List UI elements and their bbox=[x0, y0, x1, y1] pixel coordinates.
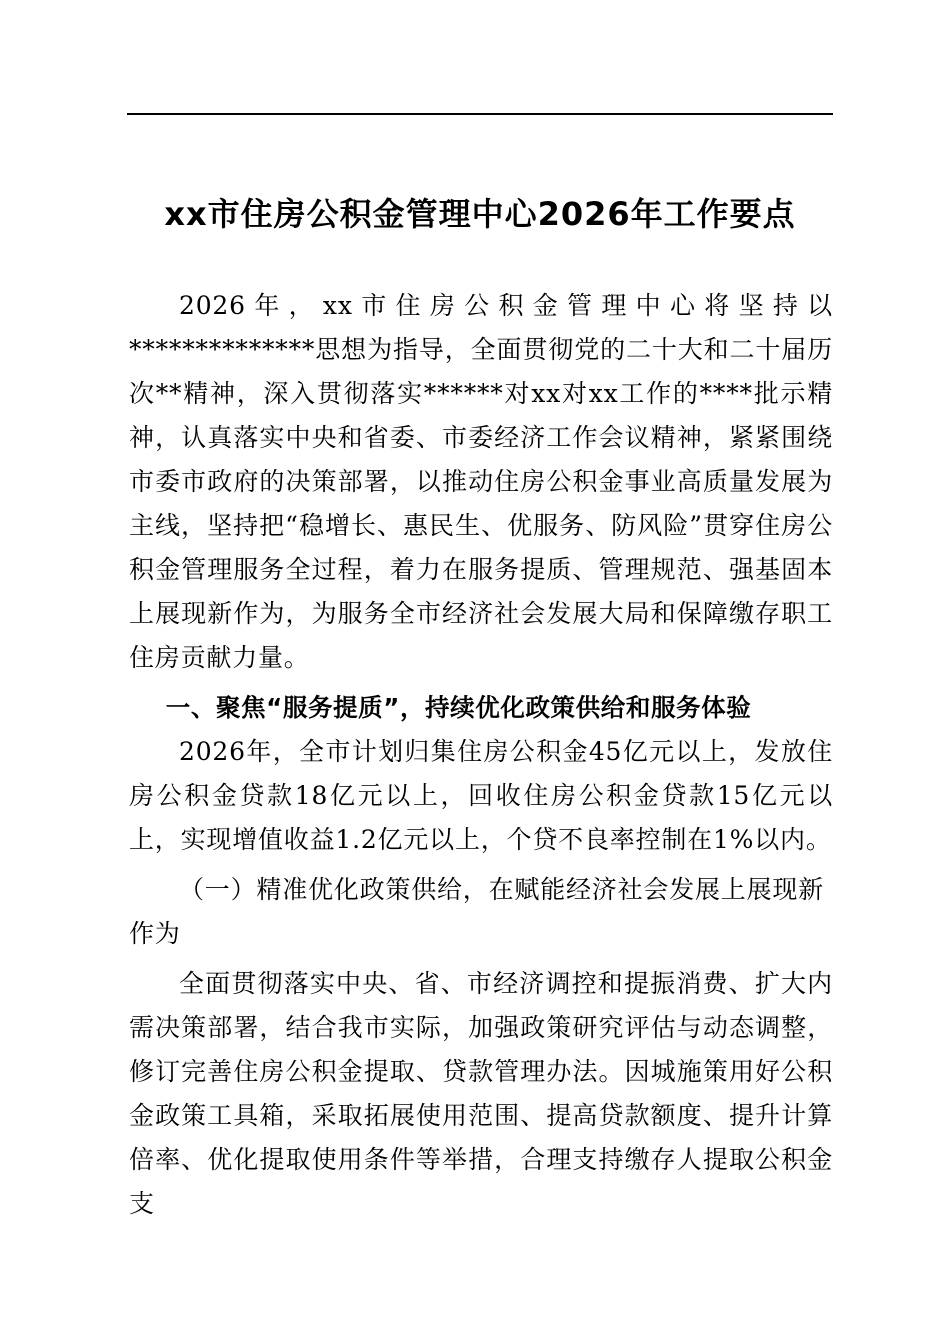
section-1-targets-paragraph: 2026年，全市计划归集住房公积金45亿元以上，发放住房公积金贷款18亿元以上，回收住房公积金贷款15亿元以上，实现增值收益1.2亿元以上，个贷不良率控制在1%以内。 bbox=[129, 737, 833, 854]
subsection-1-body-paragraph: 全面贯彻落实中央、省、市经济调控和提振消费、扩大内需决策部署，结合我市实际，加强政策研究评估与动态调整，修订完善住房公积金提取、贷款管理办法。因城施策用好公积金政策工具箱，采取拓展使用范围、提高贷款额度、提升计算倍率、优化提取使用条件等举措，合理支持缴存人提取公积金支 bbox=[129, 969, 833, 1218]
document-body bbox=[129, 284, 833, 1226]
intro-paragraph: 2026年，xx市住房公积金管理中心将坚持以**************思想为指导，全面贯彻党的二十大和二十届历次**精神，深入贯彻落实******对xx对xx工作的****批示精神，认真落实中央和省委、市委经济工作会议精神，紧紧围绕市委市政府的决策部署，以推动住房公积金事业高质量发展为主线，坚持把“稳增长、惠民生、优服务、防风险”贯穿住房公积金管理服务全过程，着力在服务提质、管理规范、强基固本上展现新作为，为服务全市经济社会发展大局和保障缴存职工住房贡献力量。 bbox=[129, 291, 833, 672]
header-rule bbox=[127, 113, 833, 115]
document-title: xx市住房公积金管理中心2026年工作要点 bbox=[164, 195, 796, 233]
section-1-heading: 一、聚焦“服务提质”，持续优化政策供给和服务体验 bbox=[165, 693, 752, 722]
subsection-1-heading: （一）精准优化政策供给，在赋能经济社会发展上展现新作为 bbox=[129, 875, 825, 948]
